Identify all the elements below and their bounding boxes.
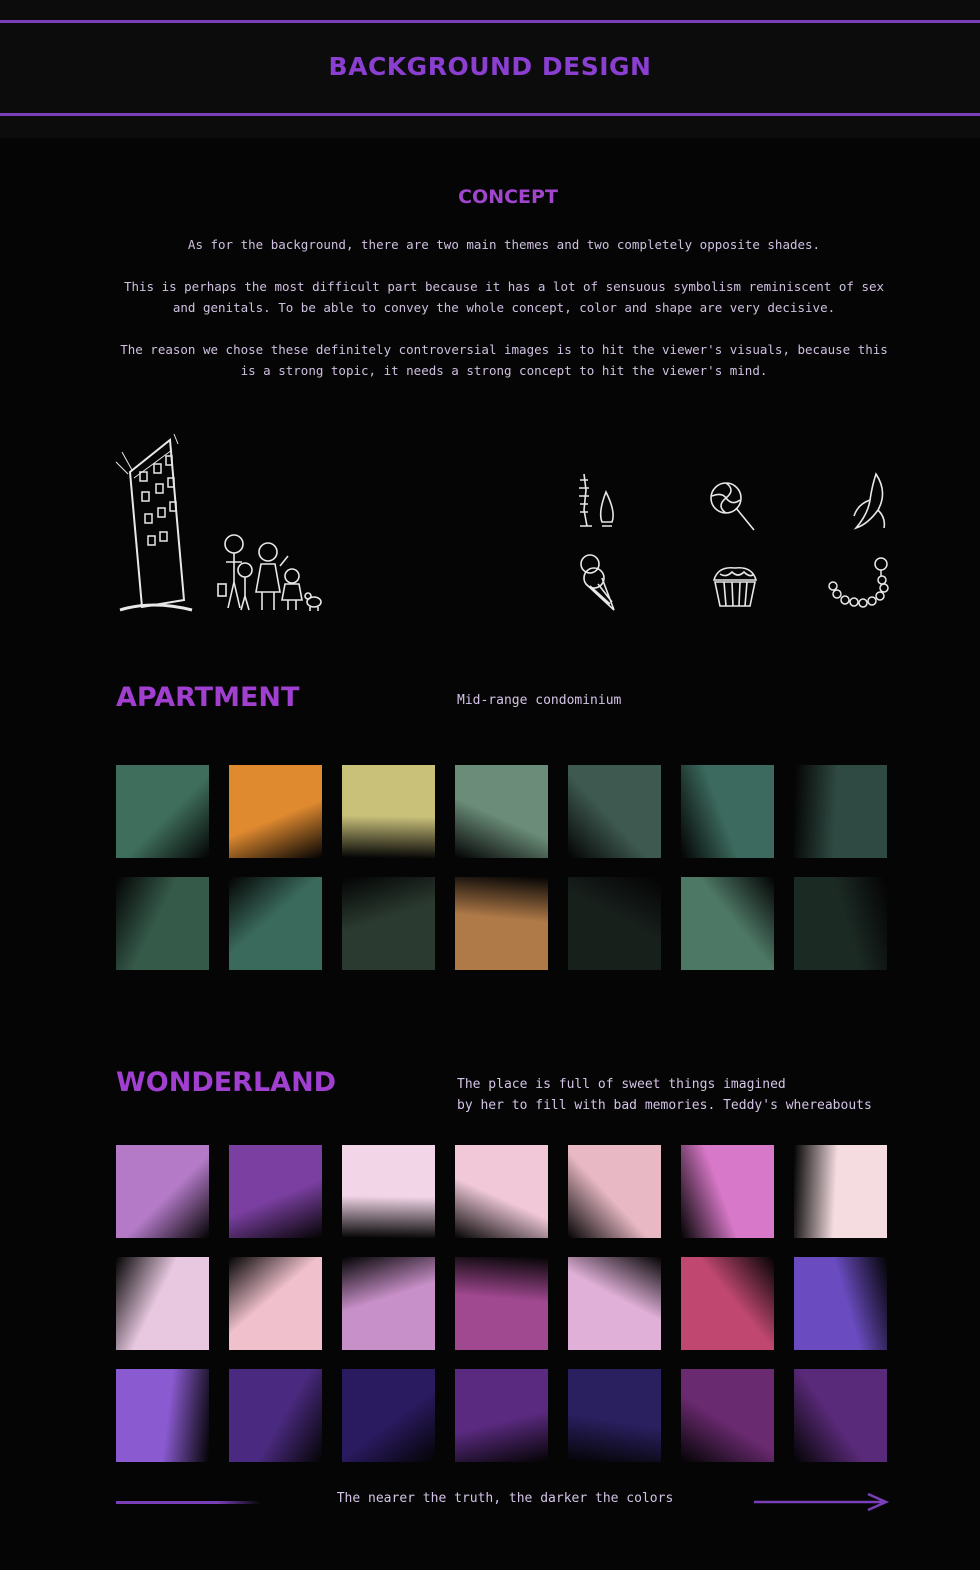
header-top-line [0, 20, 980, 23]
wonderland-subtitle [457, 1074, 872, 1116]
lollipop-icon [706, 478, 758, 534]
footer-text: The nearer the truth, the darker the colors [336, 1491, 674, 1506]
apartment-thumbnail[interactable] [681, 765, 774, 858]
wonderland-thumbnail[interactable] [116, 1257, 209, 1350]
anal-plug-icon [572, 470, 620, 532]
wonderland-thumbnail[interactable] [342, 1145, 435, 1238]
page-title: BACKGROUND DESIGN [328, 52, 652, 81]
wonderland-thumbnail[interactable] [229, 1257, 322, 1350]
wonderland-thumbnail[interactable] [681, 1369, 774, 1462]
concept-title: CONCEPT [458, 186, 558, 208]
ice-cream-icon [574, 552, 620, 614]
wonderland-thumbnail[interactable] [681, 1145, 774, 1238]
wonderland-thumbnail[interactable] [681, 1257, 774, 1350]
wonderland-title: WONDERLAND [116, 1067, 337, 1098]
concept-paragraph-3: The reason we chose these definitely controversial images is to hit the viewer's visuals, because this is a strong topic, it needs a strong concept to hit the viewer's mind. [120, 342, 888, 378]
wonderland-thumbnail[interactable] [116, 1369, 209, 1462]
footer-left-line [116, 1501, 261, 1504]
apartment-thumbnail[interactable] [794, 765, 887, 858]
wonderland-thumbnail[interactable] [568, 1369, 661, 1462]
building-sketch-icon [112, 432, 194, 612]
cupcake-icon [710, 562, 760, 610]
banana-icon [848, 470, 892, 532]
apartment-thumbnail[interactable] [116, 765, 209, 858]
apartment-thumbnail[interactable] [116, 877, 209, 970]
family-sketch-icon [212, 530, 324, 612]
wonderland-thumbnail[interactable] [568, 1145, 661, 1238]
wonderland-thumbnail[interactable] [455, 1257, 548, 1350]
apartment-thumbnail[interactable] [568, 877, 661, 970]
concept-paragraph-2: This is perhaps the most difficult part because it has a lot of sensuous symbolism reminiscent of sex and genitals. To be able to convey the whole concept, color and shape are very decisive. [123, 279, 885, 315]
wonderland-thumbnail[interactable] [794, 1369, 887, 1462]
apartment-thumbnail[interactable] [455, 765, 548, 858]
wonderland-subtitle-line-1: The place is full of sweet things imagined [457, 1077, 786, 1092]
wonderland-thumbnail[interactable] [229, 1145, 322, 1238]
wonderland-subtitle-line-2: by her to fill with bad memories. Teddy's whereabouts [457, 1098, 872, 1113]
wonderland-thumbnail[interactable] [229, 1369, 322, 1462]
wonderland-thumbnail[interactable] [794, 1145, 887, 1238]
beads-icon [828, 556, 890, 608]
arrow-right-icon [754, 1492, 890, 1516]
wonderland-gallery [116, 1145, 887, 1462]
apartment-title: APARTMENT [116, 682, 300, 713]
wonderland-thumbnail[interactable] [794, 1257, 887, 1350]
apartment-thumbnail[interactable] [568, 765, 661, 858]
apartment-thumbnail[interactable] [342, 765, 435, 858]
wonderland-thumbnail[interactable] [342, 1257, 435, 1350]
apartment-thumbnail[interactable] [681, 877, 774, 970]
apartment-thumbnail[interactable] [794, 877, 887, 970]
apartment-subtitle: Mid-range condominium [457, 693, 622, 708]
wonderland-thumbnail[interactable] [455, 1145, 548, 1238]
apartment-thumbnail[interactable] [229, 765, 322, 858]
apartment-gallery [116, 765, 887, 970]
concept-paragraph-1: As for the background, there are two main themes and two completely opposite shades. [187, 237, 821, 252]
header-bottom-line [0, 113, 980, 116]
wonderland-thumbnail[interactable] [342, 1369, 435, 1462]
apartment-thumbnail[interactable] [455, 877, 548, 970]
wonderland-thumbnail[interactable] [116, 1145, 209, 1238]
apartment-thumbnail[interactable] [342, 877, 435, 970]
wonderland-thumbnail[interactable] [455, 1369, 548, 1462]
apartment-thumbnail[interactable] [229, 877, 322, 970]
wonderland-thumbnail[interactable] [568, 1257, 661, 1350]
